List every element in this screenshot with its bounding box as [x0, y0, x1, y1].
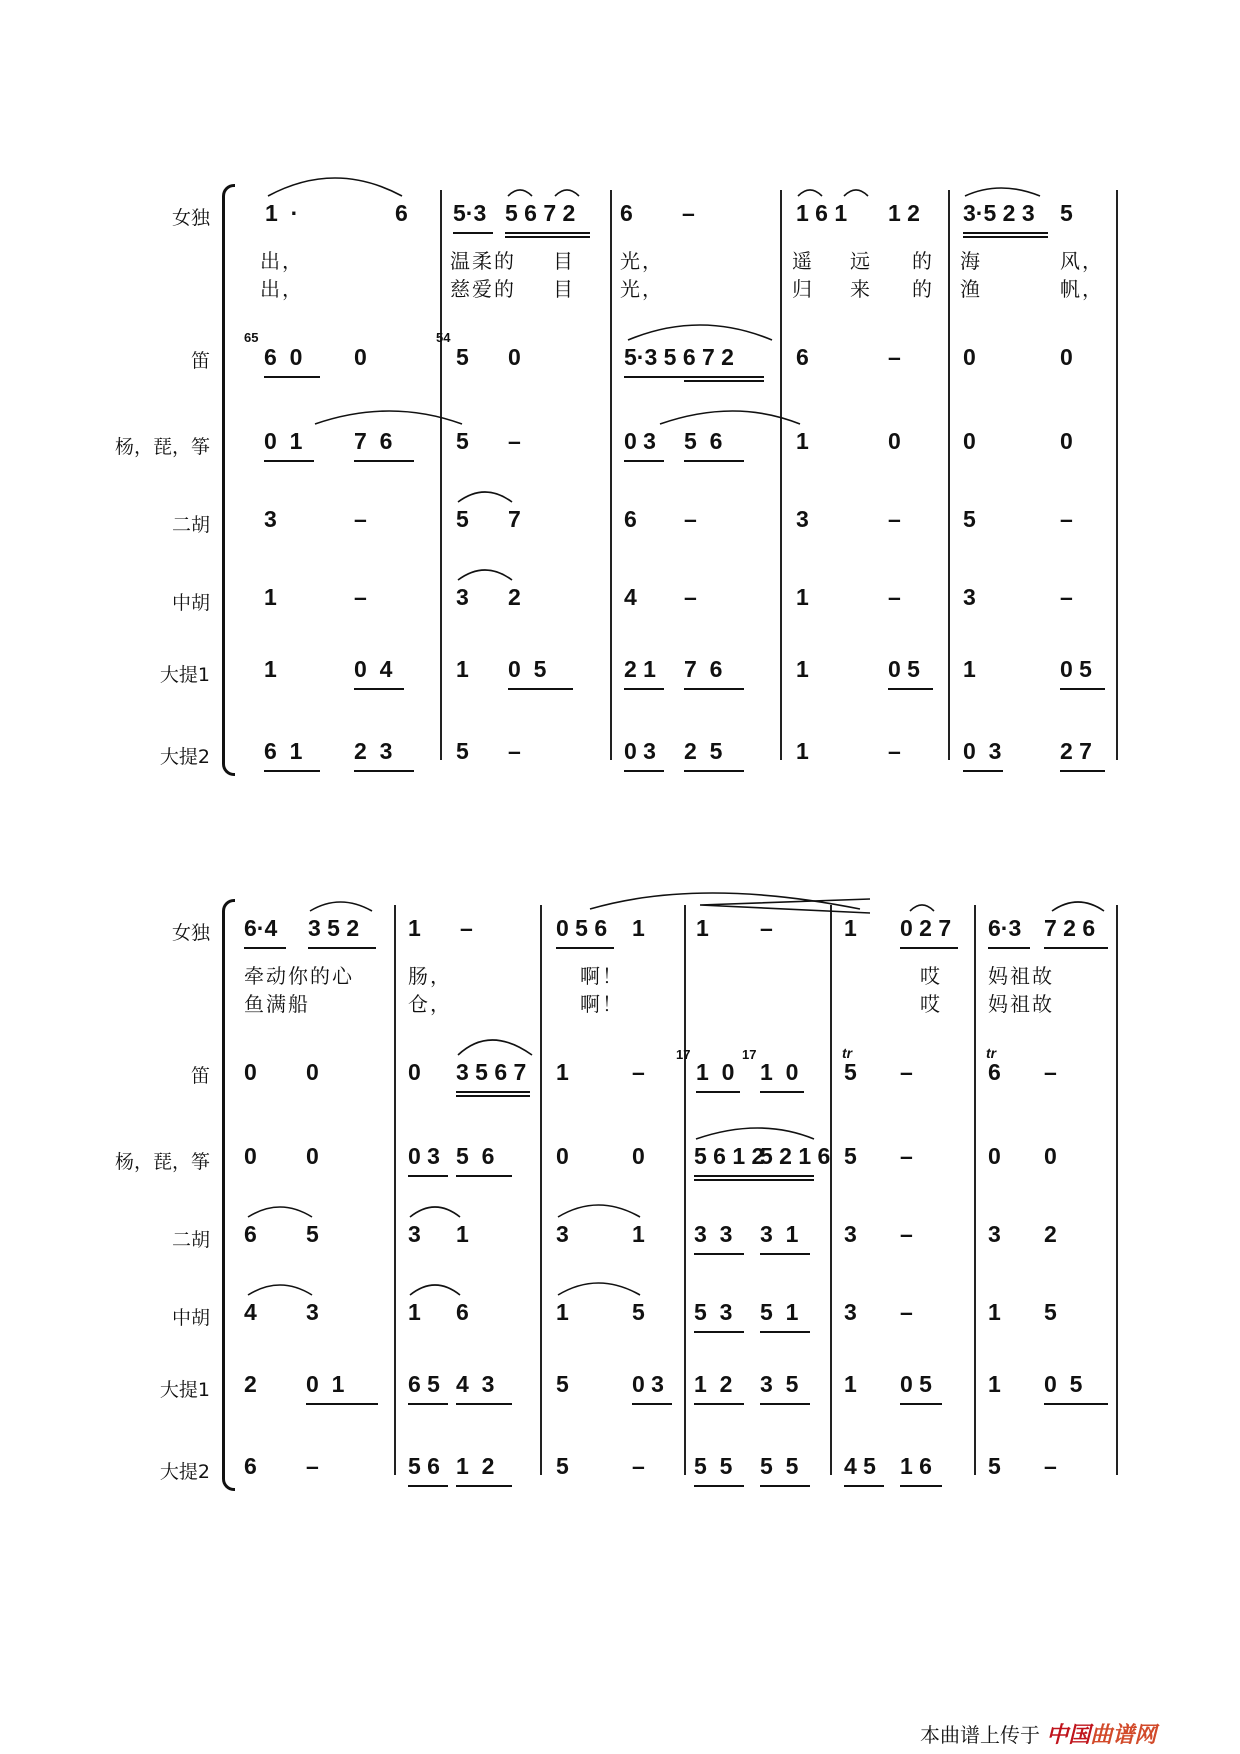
note: – [888, 584, 901, 610]
note: 5 [456, 506, 469, 532]
note: 1 [796, 738, 809, 764]
slur [410, 1207, 460, 1217]
lyric: 啊！ [580, 992, 624, 1016]
note: 6 [624, 506, 637, 532]
grace-note: 54 [436, 330, 451, 345]
note: 3 [844, 1299, 857, 1325]
note: – [460, 915, 473, 941]
note: – [632, 1059, 645, 1085]
note: 0 5 [1060, 656, 1092, 682]
note: 7 2 6 [1044, 915, 1096, 941]
slur [268, 178, 402, 196]
note: 0 1 [264, 428, 303, 454]
lyric: 的 [912, 277, 934, 301]
note: 5 [988, 1453, 1001, 1479]
note: 6 [244, 1453, 257, 1479]
note: 2 3 [354, 738, 393, 764]
note: 0 [963, 428, 976, 454]
note: 3 3 [694, 1221, 733, 1247]
note: 5·3 [453, 200, 487, 226]
note: 1 [796, 584, 809, 610]
lyric: 哎 [920, 992, 942, 1016]
instrument-label: 笛 [190, 350, 210, 372]
note: 0 1 [306, 1371, 345, 1397]
lyric: 帆， [1060, 277, 1104, 301]
note: 3 [988, 1221, 1001, 1247]
note: 1 [796, 428, 809, 454]
note: 5 6 [456, 1143, 495, 1169]
note: 2 [508, 584, 521, 610]
lyric: 温柔的 [450, 249, 516, 273]
slur-layer [0, 170, 1240, 790]
instrument-label: 杨，琵，筝 [114, 436, 210, 458]
note: 5·3 5 6 7 2 [624, 344, 734, 370]
note: – [900, 1299, 913, 1325]
lyric: 渔 [960, 277, 982, 301]
note: 3 5 6 7 [456, 1059, 527, 1085]
grace-note: 17 [676, 1047, 691, 1062]
note: 4 3 [456, 1371, 495, 1397]
slur [628, 325, 772, 340]
note: 3 [963, 584, 976, 610]
note: 0 2 7 [900, 915, 952, 941]
note: 0 [244, 1143, 257, 1169]
note: – [508, 738, 521, 764]
note: 3 [556, 1221, 569, 1247]
lyric: 慈爱的 [450, 277, 516, 301]
note: 0 5 6 [556, 915, 608, 941]
note: 0 [408, 1059, 421, 1085]
note: 1 2 [694, 1371, 733, 1397]
note: 6·4 [244, 915, 278, 941]
note: 6 [796, 344, 809, 370]
note: – [1044, 1059, 1057, 1085]
slur [458, 492, 512, 502]
note: 1 2 [888, 200, 920, 226]
note: 6 [456, 1299, 469, 1325]
lyric: 目 [553, 249, 575, 273]
note: – [632, 1453, 645, 1479]
note: 1 [844, 1371, 857, 1397]
slur [248, 1207, 312, 1217]
note: 3 5 2 [308, 915, 360, 941]
note: 5 [844, 1059, 857, 1085]
note: 2 [1044, 1221, 1057, 1247]
lyric: 妈祖故 [988, 992, 1054, 1016]
note: 0 [306, 1143, 319, 1169]
slur [410, 1285, 460, 1295]
note: 0 [306, 1059, 319, 1085]
note: 5 [456, 428, 469, 454]
lyric: 啊！ [580, 964, 624, 988]
slur [458, 1040, 532, 1055]
note: 5 [556, 1453, 569, 1479]
note: 4 5 [844, 1453, 876, 1479]
note: 0 [1044, 1143, 1057, 1169]
instrument-label: 二胡 [171, 1229, 210, 1251]
note: 1 [264, 656, 277, 682]
note: 1 [456, 1221, 469, 1247]
slur [965, 188, 1040, 196]
note: 0 [244, 1059, 257, 1085]
note: 1 6 1 [796, 200, 848, 226]
lyric: 妈祖故 [988, 964, 1054, 988]
note: 5 3 [694, 1299, 733, 1325]
note: 0 3 [632, 1371, 664, 1397]
lyric: 出， [260, 277, 304, 301]
note: – [684, 584, 697, 610]
slur [310, 902, 372, 911]
note: 5 [1060, 200, 1073, 226]
note: 1 0 [696, 1059, 735, 1085]
note: – [1044, 1453, 1057, 1479]
lyric: 光， [620, 249, 664, 273]
grace-note: 17 [742, 1047, 757, 1062]
note: 1 [456, 656, 469, 682]
note: 3·5 2 3 [963, 200, 1035, 226]
note: 4 [244, 1299, 257, 1325]
brand-logo-text[interactable]: 中国 [1046, 1723, 1091, 1748]
note: 1 [844, 915, 857, 941]
note: 1 [988, 1371, 1001, 1397]
note: 1 0 [760, 1059, 799, 1085]
note: 3 1 [760, 1221, 799, 1247]
slur [660, 411, 800, 424]
lyric: 牵动你的心 [244, 964, 354, 988]
note: 0 [988, 1143, 1001, 1169]
note: 3 [408, 1221, 421, 1247]
note: 5 6 1 2 [694, 1143, 765, 1169]
note: 4 [624, 584, 637, 610]
note: 3 [264, 506, 277, 532]
note: 6 [988, 1059, 1001, 1085]
note: 5 [456, 344, 469, 370]
note: – [900, 1059, 913, 1085]
note: 2 [244, 1371, 257, 1397]
note: – [354, 584, 367, 610]
brand-logo-text-2[interactable]: 曲谱网 [1090, 1723, 1157, 1748]
note: – [1060, 584, 1073, 610]
slur [696, 1128, 814, 1139]
note: 5 1 [760, 1299, 799, 1325]
slur [508, 190, 532, 196]
note: 5 [1044, 1299, 1057, 1325]
lyric: 遥 [792, 249, 814, 273]
note: 0 [508, 344, 521, 370]
lyric: 肠， [408, 964, 452, 988]
note: 5 [963, 506, 976, 532]
slur [558, 1283, 640, 1295]
slur [558, 1205, 640, 1217]
note: 0 [556, 1143, 569, 1169]
score-system-1 [0, 170, 1240, 790]
note: 3 [844, 1221, 857, 1247]
slur [555, 190, 579, 196]
note: 0 4 [354, 656, 393, 682]
slur [844, 190, 868, 196]
note: 0 5 [508, 656, 547, 682]
slur-layer [0, 885, 1240, 1505]
instrument-label: 大提2 [159, 746, 210, 768]
lyric: 的 [912, 249, 934, 273]
note: 1 2 [456, 1453, 495, 1479]
note: 0 [1060, 344, 1073, 370]
note: 0 5 [1044, 1371, 1083, 1397]
note: 3 [796, 506, 809, 532]
lyric: 海 [960, 249, 982, 273]
note: 0 3 [624, 428, 656, 454]
lyric: 鱼满船 [244, 992, 310, 1016]
note: 0 5 [888, 656, 920, 682]
note: – [306, 1453, 319, 1479]
note: – [888, 344, 901, 370]
instrument-label: 杨，琵，筝 [114, 1151, 210, 1173]
note: 5 [632, 1299, 645, 1325]
lyric: 远 [850, 249, 872, 273]
score-system-2 [0, 885, 1240, 1505]
note: 5 2 1 6 [760, 1143, 831, 1169]
note: 0 [1060, 428, 1073, 454]
note: – [354, 506, 367, 532]
note: 6 [620, 200, 633, 226]
note: 1 [264, 584, 277, 610]
slur [315, 411, 462, 424]
instrument-label: 中胡 [171, 592, 210, 614]
note: 7 6 [354, 428, 393, 454]
note: 0 [963, 344, 976, 370]
note: – [900, 1143, 913, 1169]
trill-mark: tr [986, 1045, 997, 1061]
instrument-label: 中胡 [171, 1307, 210, 1329]
note: 3 5 [760, 1371, 799, 1397]
note: 7 [508, 506, 521, 532]
note: 0 5 [900, 1371, 932, 1397]
note: 6 1 [264, 738, 303, 764]
lyric: 哎 [920, 964, 942, 988]
note: 2 1 [624, 656, 656, 682]
source-footer [920, 1718, 1156, 1749]
note: 1 [632, 915, 645, 941]
footer-text: 本曲谱上传于 [920, 1723, 1040, 1747]
note: 0 3 [624, 738, 656, 764]
note: 2 5 [684, 738, 723, 764]
note: 2 7 [1060, 738, 1092, 764]
note: 1 [556, 1299, 569, 1325]
note: 7 6 [684, 656, 723, 682]
note: 5 6 [408, 1453, 440, 1479]
slur [248, 1285, 312, 1295]
instrument-label: 笛 [190, 1065, 210, 1087]
note: 0 [354, 344, 367, 370]
note: 5 [844, 1143, 857, 1169]
note: 6·3 [988, 915, 1022, 941]
note: 1 [796, 656, 809, 682]
slur [910, 905, 934, 911]
note: 1 [556, 1059, 569, 1085]
note: 5 5 [760, 1453, 799, 1479]
lyric: 风， [1060, 249, 1104, 273]
note: 1 [963, 656, 976, 682]
lyric: 归 [792, 277, 814, 301]
note: 3 [306, 1299, 319, 1325]
note: 6 0 [264, 344, 303, 370]
note: 3 [456, 584, 469, 610]
note: – [508, 428, 521, 454]
note: 1 [408, 1299, 421, 1325]
lyric: 光， [620, 277, 664, 301]
instrument-label: 女独 [171, 207, 210, 229]
note: 6 [244, 1221, 257, 1247]
note: 1 [408, 915, 421, 941]
grace-note: 65 [244, 330, 259, 345]
instrument-label: 大提1 [159, 664, 210, 686]
note: 5 [556, 1371, 569, 1397]
slur [798, 190, 822, 196]
trill-mark: tr [842, 1045, 853, 1061]
lyric: 目 [553, 277, 575, 301]
lyric: 仓， [408, 992, 452, 1016]
note: 5 [306, 1221, 319, 1247]
note: – [888, 506, 901, 532]
note: 0 3 [963, 738, 1002, 764]
note: – [888, 738, 901, 764]
note: 6 5 [408, 1371, 440, 1397]
note: 5 [456, 738, 469, 764]
note: 0 [888, 428, 901, 454]
instrument-label: 大提2 [159, 1461, 210, 1483]
note: – [682, 200, 695, 226]
instrument-label: 大提1 [159, 1379, 210, 1401]
lyric: 来 [850, 277, 872, 301]
note: 1 · [265, 200, 299, 226]
note: 6 [395, 200, 408, 226]
lyric: 出， [260, 249, 304, 273]
note: – [760, 915, 773, 941]
note: 1 [988, 1299, 1001, 1325]
note: 5 6 7 2 [505, 200, 576, 226]
instrument-label: 女独 [171, 922, 210, 944]
instrument-label: 二胡 [171, 514, 210, 536]
note: 5 6 [684, 428, 723, 454]
note: – [1060, 506, 1073, 532]
slur [1052, 902, 1104, 911]
note: – [900, 1221, 913, 1247]
note: 1 [632, 1221, 645, 1247]
note: 5 5 [694, 1453, 733, 1479]
slur [458, 570, 512, 580]
note: 1 6 [900, 1453, 932, 1479]
note: 0 3 [408, 1143, 440, 1169]
note: – [684, 506, 697, 532]
note: 0 [632, 1143, 645, 1169]
note: 1 [696, 915, 709, 941]
